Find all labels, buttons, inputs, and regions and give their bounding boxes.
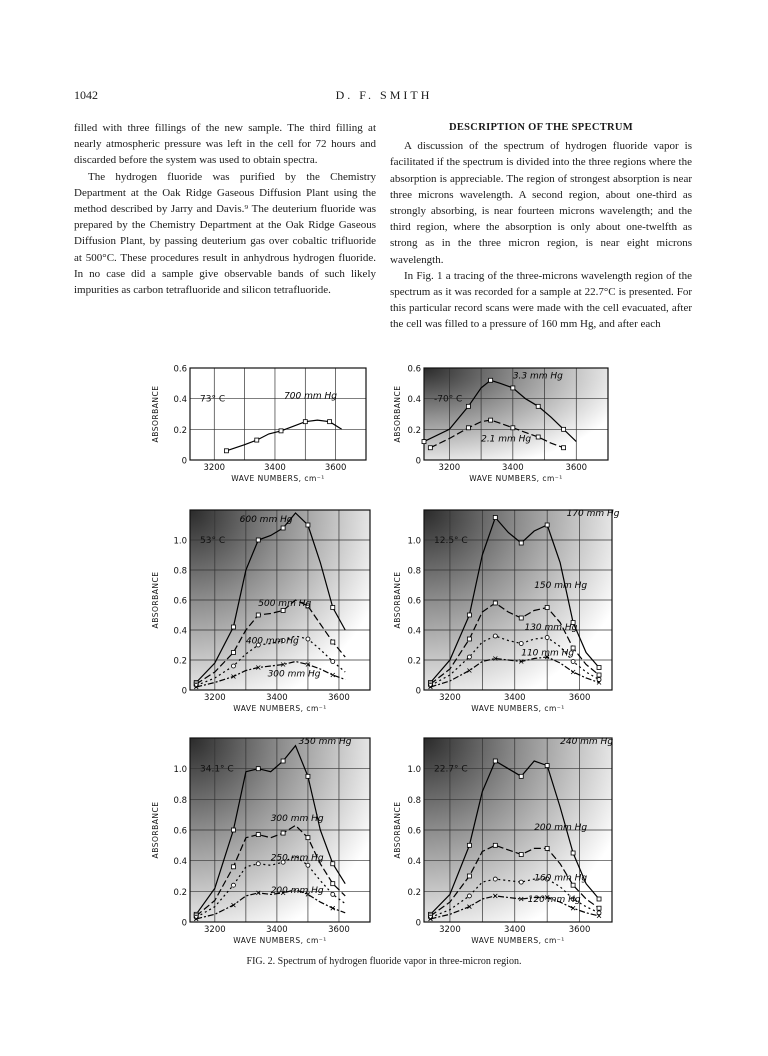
series-label: 250 mm Hg [270,853,324,864]
data-point [489,418,493,422]
data-point [306,637,310,641]
data-point [331,640,335,644]
data-point [519,853,523,857]
data-point [545,523,549,527]
data-point [256,613,260,617]
x-tick-label: 3400 [264,463,286,473]
data-point [466,404,470,408]
data-point [493,634,497,638]
x-tick-label: 3200 [439,925,461,935]
series-label: 500 mm Hg [258,599,312,609]
page-number: 1042 [74,88,98,102]
x-axis-label: WAVE NUMBERS, cm⁻¹ [233,704,327,713]
y-tick-label: 0.8 [407,795,421,806]
y-tick-label: 0 [415,456,421,467]
y-tick-label: 1.0 [173,765,187,776]
series-label: 110 mm Hg [521,648,575,659]
data-point [256,538,260,542]
right-text-column [390,120,692,333]
y-tick-label: 0.6 [173,826,187,837]
data-point [306,774,310,778]
data-point [519,642,523,646]
data-point [331,882,335,886]
x-tick-label: 3600 [324,463,347,473]
data-point [303,420,307,424]
x-axis-label: WAVE NUMBERS, cm⁻¹ [471,704,565,713]
data-point [331,862,335,866]
y-tick-label: 0 [415,918,421,929]
data-point [422,440,426,444]
temperature-label: -70° C [434,394,463,405]
spectrum-panel-minus70c [392,362,622,490]
y-axis-label: ABSORBANCE [393,385,402,443]
paragraph: In Fig. 1 a tracing of the three-microns wavelength region of the spectrum as it was recorded for a sample at 22.7°C is presented. For this particular record scans were made with the cell evacuated, after the cell was filled to a pressure of 160 mm Hg, and after each [390,269,692,331]
temperature-label: 22.7° C [434,764,468,775]
data-point [545,606,549,610]
series-label: 160 mm Hg [534,873,588,884]
data-point [467,874,471,878]
data-point [493,759,497,763]
left-text-column [74,120,376,298]
data-point [331,606,335,610]
data-point [519,541,523,545]
x-tick-label: 3600 [568,693,591,703]
x-axis-label: WAVE NUMBERS, cm⁻¹ [231,474,325,483]
data-point [281,609,285,613]
data-point [467,894,471,898]
data-point [493,601,497,605]
data-point [467,637,471,641]
data-point [279,429,283,433]
data-point [519,880,523,884]
data-point [281,526,285,530]
data-point [571,883,575,887]
data-point [281,831,285,835]
series-label: 240 mm Hg [560,737,614,748]
paragraph: filled with three fillings of the new sample. The third filling at nearly atmospheric pressure was left in the cell for 72 hours and discarded before the system was used to obtain spectra. [74,122,376,167]
data-point [231,828,235,832]
data-point [306,836,310,840]
data-point [493,877,497,881]
data-point [231,664,235,668]
data-point [467,655,471,659]
y-tick-label: 0.2 [407,656,421,667]
data-point [231,651,235,655]
y-axis-label: ABSORBANCE [151,385,160,443]
y-tick-label: 1.0 [407,765,421,776]
data-point [256,767,260,771]
series-line-700-mm-hg [226,420,341,451]
data-point [493,516,497,520]
y-tick-label: 0 [181,918,187,929]
temperature-label: 73° C [200,394,226,405]
x-tick-label: 3200 [204,925,226,935]
data-point [328,420,332,424]
y-tick-label: 0.2 [173,887,187,898]
plot-frame [190,368,366,460]
y-tick-label: 0.2 [407,425,421,436]
paragraph: A discussion of the spectrum of hydrogen fluoride vapor is facilitated if the spectrum is divided into the three regions where the absorption is appreciable. The region of strongest absorption is near three microns wavelength. A second region, about one-third as strongly absorbing, is near fourteen microns wavelength; and the third region, where the absorption is only about one-twelfth as strong as in the three micron region, is near eight microns wavelength. [390,140,692,266]
series-label: 170 mm Hg [566,509,620,519]
data-point [331,892,335,896]
x-tick-label: 3600 [565,463,588,473]
x-axis-label: WAVE NUMBERS, cm⁻¹ [233,936,327,945]
y-tick-label: 0.6 [407,596,421,607]
series-label: 300 mm Hg [267,669,321,680]
data-point [231,625,235,629]
y-tick-label: 0.6 [407,364,421,375]
series-label: 200 mm Hg [270,885,324,896]
series-label: 350 mm Hg [298,737,352,748]
data-point [231,865,235,869]
data-point [536,435,540,439]
y-tick-label: 0.4 [407,857,421,868]
y-tick-label: 0.2 [407,887,421,898]
data-point [466,426,470,430]
data-point [562,446,566,450]
series-label: 3.3 mm Hg [512,371,563,382]
series-label: 150 mm Hg [534,581,588,591]
x-tick-label: 3600 [328,693,350,703]
data-point [281,759,285,763]
x-tick-label: 3400 [503,925,526,935]
y-axis-label: ABSORBANCE [393,571,402,629]
data-point [562,427,566,431]
x-tick-label: 3600 [328,925,350,935]
data-point [597,906,601,910]
data-point [536,404,540,408]
data-point [467,843,471,847]
grid [190,368,366,460]
x-tick-label: 3200 [439,693,461,703]
x-axis-label: WAVE NUMBERS, cm⁻¹ [469,474,563,483]
y-axis-label: ABSORBANCE [151,801,160,859]
data-point [331,660,335,664]
series-label: 120 mm Hg [527,895,581,906]
data-point [306,523,310,527]
y-tick-label: 0.8 [173,566,187,577]
data-point [511,386,515,390]
y-tick-label: 0 [415,686,421,697]
x-tick-label: 3200 [204,693,226,703]
x-tick-label: 3400 [503,693,526,703]
y-axis-label: ABSORBANCE [151,571,160,629]
spectrum-panel-12-5c [392,502,622,714]
spectrum-panel-73c [150,362,380,490]
series-label: 600 mm Hg [239,515,293,525]
data-point [511,426,515,430]
y-tick-label: 1.0 [173,536,187,547]
section-heading: DESCRIPTION OF THE SPECTRUM [448,122,633,133]
y-tick-label: 0.4 [173,395,187,406]
data-point [597,673,601,677]
series-label: 700 mm Hg [284,391,337,402]
data-point [493,843,497,847]
y-tick-label: 0.2 [173,656,187,667]
temperature-label: 53° C [200,536,226,546]
y-tick-label: 0.8 [407,566,421,577]
x-tick-label: 3400 [502,463,524,473]
spectrum-panel-34-1c [150,730,380,946]
data-point [489,378,493,382]
data-point [571,851,575,855]
y-tick-label: 0.4 [173,857,187,868]
running-head-author: D. F. SMITH [335,88,433,102]
x-tick-label: 3400 [266,693,288,703]
paragraph: The hydrogen fluoride was purified by the Chemistry Department at the Oak Ridge Gaseous Diffusion Plant using the method described by Jarry and Davis.⁹ The deuterium fluoride was prepared by the Chemistry Department at the Oak Ridge Gaseous Diffusion Plant, by passing deuterium gas over cobaltic trifluoride at 500°C. These procedures result in anhydrous hydrogen fluoride. In no case did a sample give observable bands of such likely impurities as carbon tetrafluoride and silicon tetrafluoride. [74,170,376,297]
data-point [545,636,549,640]
y-tick-label: 0.4 [173,626,187,637]
y-tick-label: 0.6 [173,596,187,607]
figure-caption: FIG. 2. Spectrum of hydrogen fluoride vapor in three-micron region. [246,956,522,967]
series-label: 2.1 mm Hg [481,434,532,445]
x-tick-label: 3200 [203,463,226,473]
temperature-label: 12.5° C [434,536,468,546]
series-label: 200 mm Hg [534,823,588,833]
x-axis-label: WAVE NUMBERS, cm⁻¹ [471,936,565,945]
spectrum-panel-53c [150,502,380,714]
data-point [256,833,260,837]
y-tick-label: 1.0 [407,536,421,547]
series-label: 300 mm Hg [270,813,324,824]
series-label: 130 mm Hg [524,623,578,633]
series-label: 400 mm Hg [245,636,299,647]
y-tick-label: 0.4 [407,626,421,637]
data-point [255,438,259,442]
y-tick-label: 0.6 [407,826,421,837]
data-point [231,883,235,887]
y-tick-label: 0 [181,686,187,697]
y-tick-label: 0 [181,456,187,467]
y-tick-label: 0.2 [173,425,187,436]
temperature-label: 34.1° C [200,764,234,775]
data-point [597,897,601,901]
y-tick-label: 0.6 [173,364,187,375]
data-point [545,846,549,850]
y-tick-label: 0.4 [407,395,421,406]
data-point [467,613,471,617]
data-point [519,774,523,778]
data-point [597,666,601,670]
data-point [571,660,575,664]
data-point [545,764,549,768]
x-tick-label: 3600 [568,925,591,935]
spectrum-panel-22-7c [392,730,622,946]
data-point [306,863,310,867]
data-point [224,449,228,453]
y-axis-label: ABSORBANCE [393,801,402,859]
data-point [256,862,260,866]
x-tick-label: 3200 [438,463,461,473]
plot-shading [424,368,608,460]
data-point [519,616,523,620]
y-tick-label: 0.8 [173,795,187,806]
x-tick-label: 3400 [266,925,288,935]
data-point [428,446,432,450]
